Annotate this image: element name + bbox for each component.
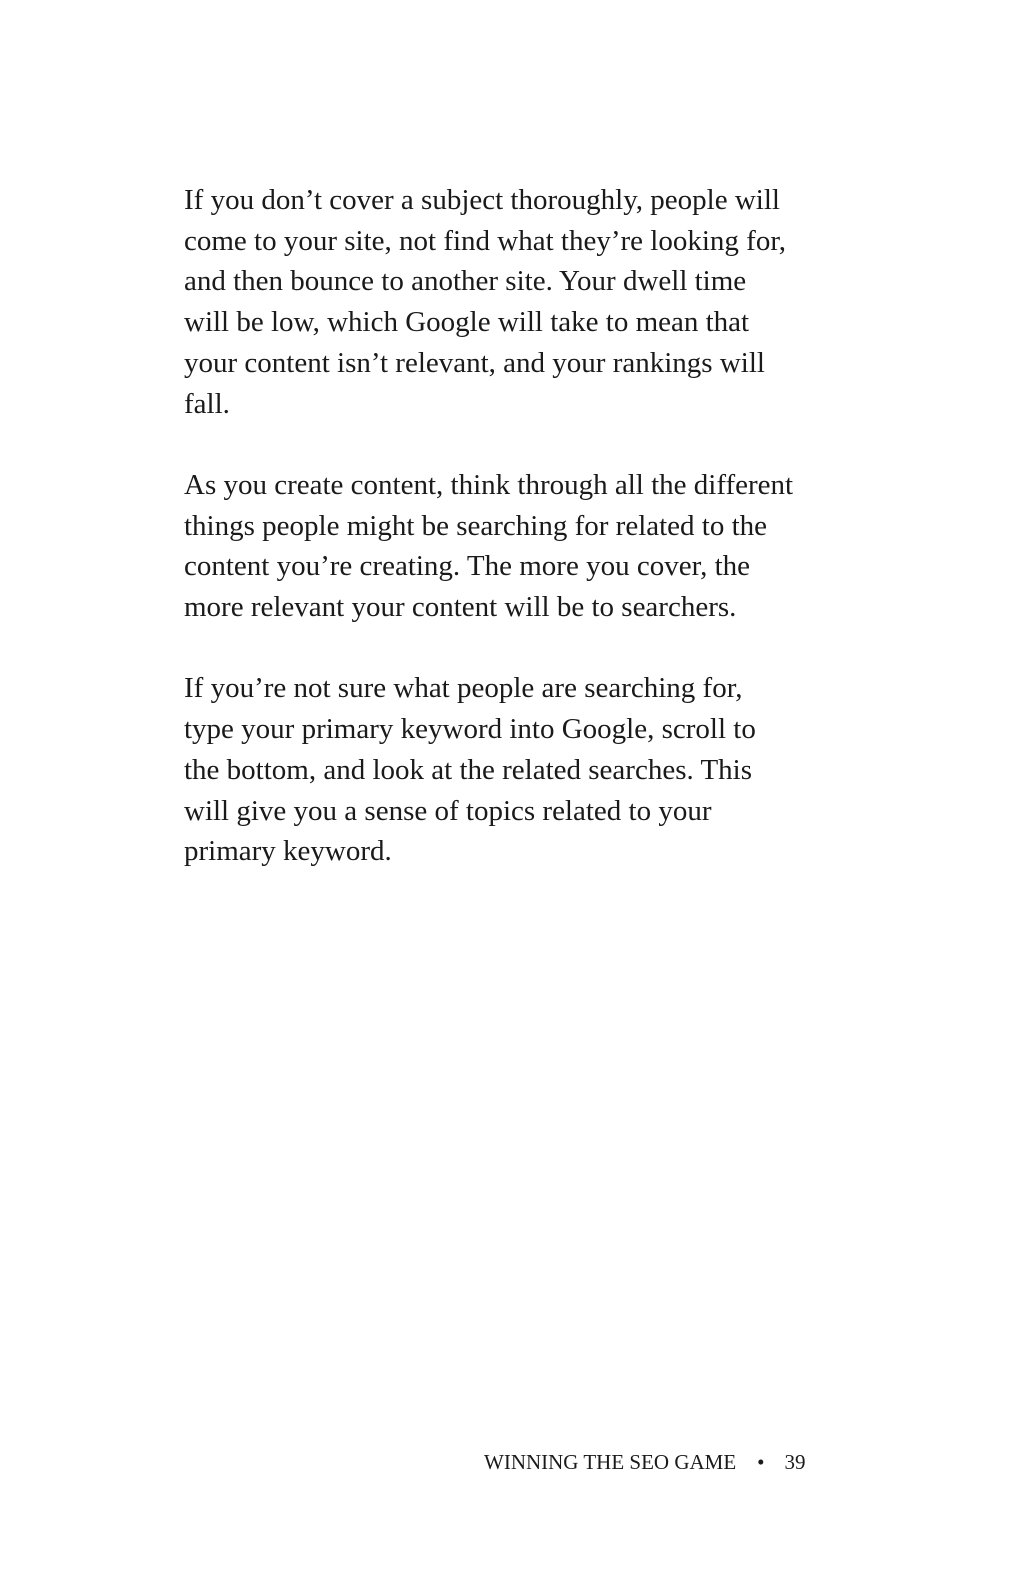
text-line: and then bounce to another site. Your dwell time <box>184 265 747 298</box>
text-line: If you don’t cover a subject thoroughly, people will <box>184 184 780 216</box>
text-line: If you’re not sure what people are searching for, <box>184 672 743 705</box>
text-line: primary keyword. <box>184 835 392 868</box>
text-line: things people might be searching for related to the <box>184 509 768 542</box>
text-line: your content isn’t relevant, and your rankings will <box>184 346 765 379</box>
bullet-separator: • <box>757 1450 765 1474</box>
text-line: the bottom, and look at the related searches. This <box>184 753 753 786</box>
paragraph-2 <box>184 465 844 628</box>
text-line: content you’re creating. The more you cover, the <box>184 550 750 583</box>
text-line: As you create content, think through all the different <box>184 468 794 501</box>
paragraph-3 <box>184 668 844 872</box>
text-line: type your primary keyword into Google, scroll to <box>184 713 756 746</box>
page-footer <box>484 1446 844 1478</box>
paragraph-1 <box>184 180 844 424</box>
running-title: WINNING THE SEO GAME <box>484 1450 737 1474</box>
text-line: will be low, which Google will take to mean that <box>184 306 750 339</box>
text-line: come to your site, not find what they’re looking for, <box>184 224 787 257</box>
text-line: more relevant your content will be to searchers. <box>184 591 737 624</box>
body-text <box>184 180 844 872</box>
text-line: will give you a sense of topics related to your <box>184 794 712 827</box>
text-line: fall. <box>184 387 230 420</box>
page-number: 39 <box>784 1450 806 1474</box>
